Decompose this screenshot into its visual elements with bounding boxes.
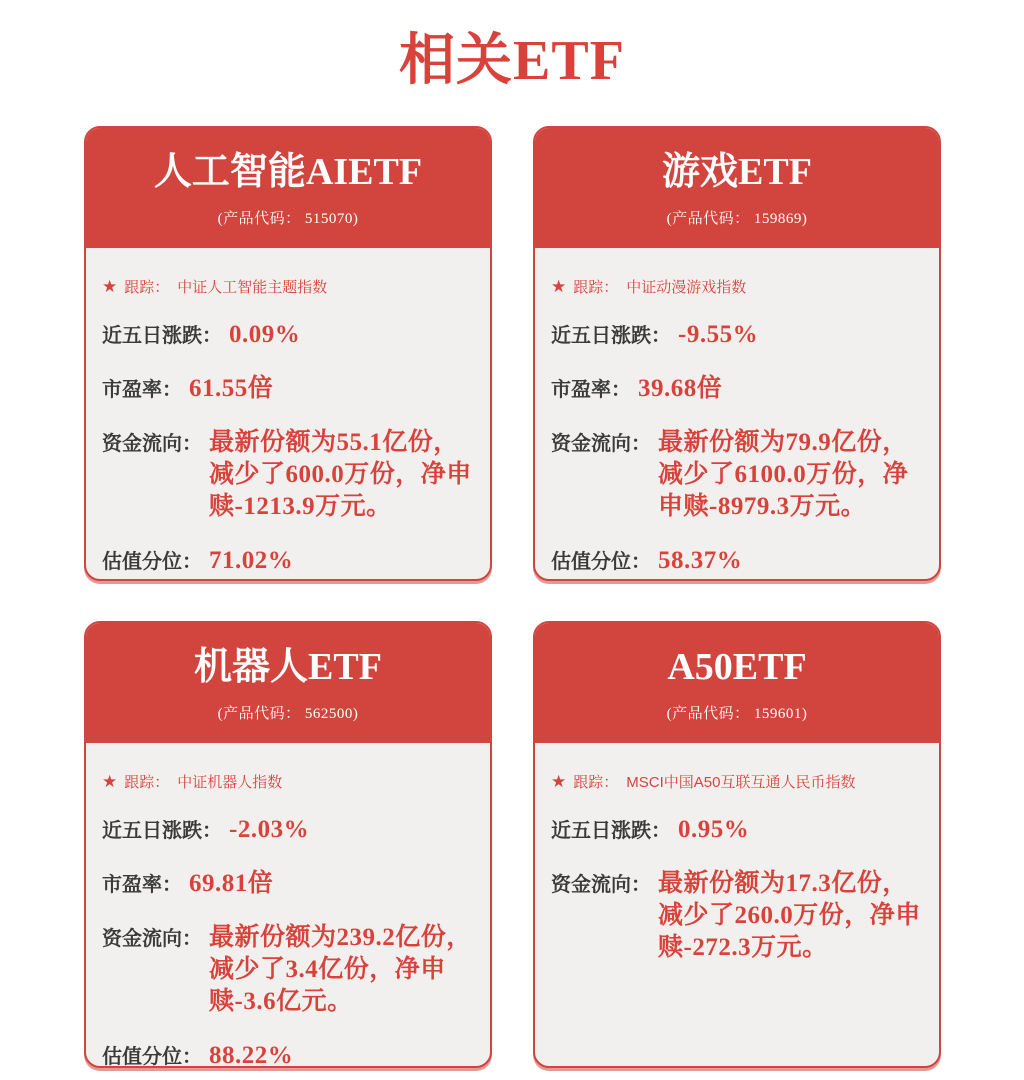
metric-label: 近五日涨跌： <box>551 324 671 347</box>
track-row <box>102 276 472 297</box>
etf-card-ai <box>84 126 492 581</box>
track-index: 中证动漫游戏指数 <box>626 278 747 296</box>
card-body <box>535 248 939 581</box>
card-body <box>535 743 939 1066</box>
etf-title: A50ETF <box>667 646 807 688</box>
metric-value: 最新份额为239.2亿份，减少了3.4亿份，净申赎-3.6亿元。 <box>209 923 472 1015</box>
etf-title: 游戏ETF <box>662 151 812 193</box>
card-header <box>535 128 939 248</box>
metric-value: 39.68倍 <box>638 374 723 402</box>
metric-value: 0.09% <box>229 320 301 348</box>
etf-card-robot <box>84 621 492 1068</box>
page-title: 相关ETF <box>399 30 625 92</box>
card-body <box>86 248 490 581</box>
star-icon: ★ <box>102 771 118 791</box>
metric-label: 估值分位： <box>102 1045 202 1068</box>
metric-row-flow <box>551 868 921 964</box>
card-body <box>86 743 490 1068</box>
metric-label: 市盈率： <box>102 873 182 896</box>
etf-product-code: (产品代码： 515070) <box>217 210 359 227</box>
metric-value: 最新份额为17.3亿份，减少了260.0万份，净申赎-272.3万元。 <box>658 869 921 961</box>
metric-value: 0.95% <box>678 815 750 843</box>
metric-value: -2.03% <box>229 815 310 843</box>
track-row <box>551 771 921 792</box>
etf-title: 机器人ETF <box>194 646 382 688</box>
metric-row-valuation <box>102 545 472 577</box>
card-header <box>86 623 490 743</box>
metric-label: 资金流向： <box>551 873 651 896</box>
star-icon: ★ <box>551 276 567 296</box>
etf-grid <box>84 126 941 1068</box>
metric-row-flow <box>102 427 472 523</box>
metric-value: 88.22% <box>209 1041 294 1068</box>
metric-label: 近五日涨跌： <box>102 819 222 842</box>
card-header <box>86 128 490 248</box>
track-index: MSCI中国A50互联互通人民币指数 <box>626 773 856 791</box>
metric-row-pe <box>102 373 472 405</box>
metric-value: 最新份额为55.1亿份，减少了600.0万份，净申赎-1213.9万元。 <box>209 428 472 520</box>
metric-row-change <box>551 814 921 846</box>
metric-label: 近五日涨跌： <box>551 819 671 842</box>
track-label: 跟踪： <box>124 278 170 296</box>
track-row <box>102 771 472 792</box>
star-icon: ★ <box>551 771 567 791</box>
etf-title: 人工智能AIETF <box>153 151 423 193</box>
track-label: 跟踪： <box>573 278 619 296</box>
metric-value: -9.55% <box>678 320 759 348</box>
card-header <box>535 623 939 743</box>
track-label: 跟踪： <box>573 773 619 791</box>
metric-label: 资金流向： <box>102 927 202 950</box>
metric-row-valuation <box>102 1040 472 1068</box>
metric-value: 61.55倍 <box>189 374 274 402</box>
metric-label: 市盈率： <box>551 378 631 401</box>
metric-row-change <box>102 814 472 846</box>
metric-row-change <box>102 319 472 351</box>
etf-product-code: (产品代码： 159869) <box>666 210 808 227</box>
metric-row-valuation <box>551 545 921 577</box>
metric-label: 估值分位： <box>102 550 202 573</box>
metric-row-pe <box>102 868 472 900</box>
metric-value: 69.81倍 <box>189 869 274 897</box>
metric-label: 估值分位： <box>551 550 651 573</box>
track-index: 中证机器人指数 <box>177 773 283 791</box>
etf-product-code: (产品代码： 159601) <box>666 705 808 722</box>
metric-value: 71.02% <box>209 546 294 574</box>
track-index: 中证人工智能主题指数 <box>177 278 328 296</box>
star-icon: ★ <box>102 276 118 296</box>
metric-value: 58.37% <box>658 546 743 574</box>
metric-label: 资金流向： <box>102 432 202 455</box>
metric-value: 最新份额为79.9亿份，减少了6100.0万份，净申赎-8979.3万元。 <box>658 428 909 520</box>
etf-card-a50 <box>533 621 941 1068</box>
etf-card-game <box>533 126 941 581</box>
metric-row-flow <box>102 922 472 1018</box>
etf-product-code: (产品代码： 562500) <box>217 705 359 722</box>
metric-label: 近五日涨跌： <box>102 324 222 347</box>
track-row <box>551 276 921 297</box>
metric-row-pe <box>551 373 921 405</box>
metric-row-flow <box>551 427 921 523</box>
track-label: 跟踪： <box>124 773 170 791</box>
metric-label: 资金流向： <box>551 432 651 455</box>
metric-label: 市盈率： <box>102 378 182 401</box>
metric-row-change <box>551 319 921 351</box>
